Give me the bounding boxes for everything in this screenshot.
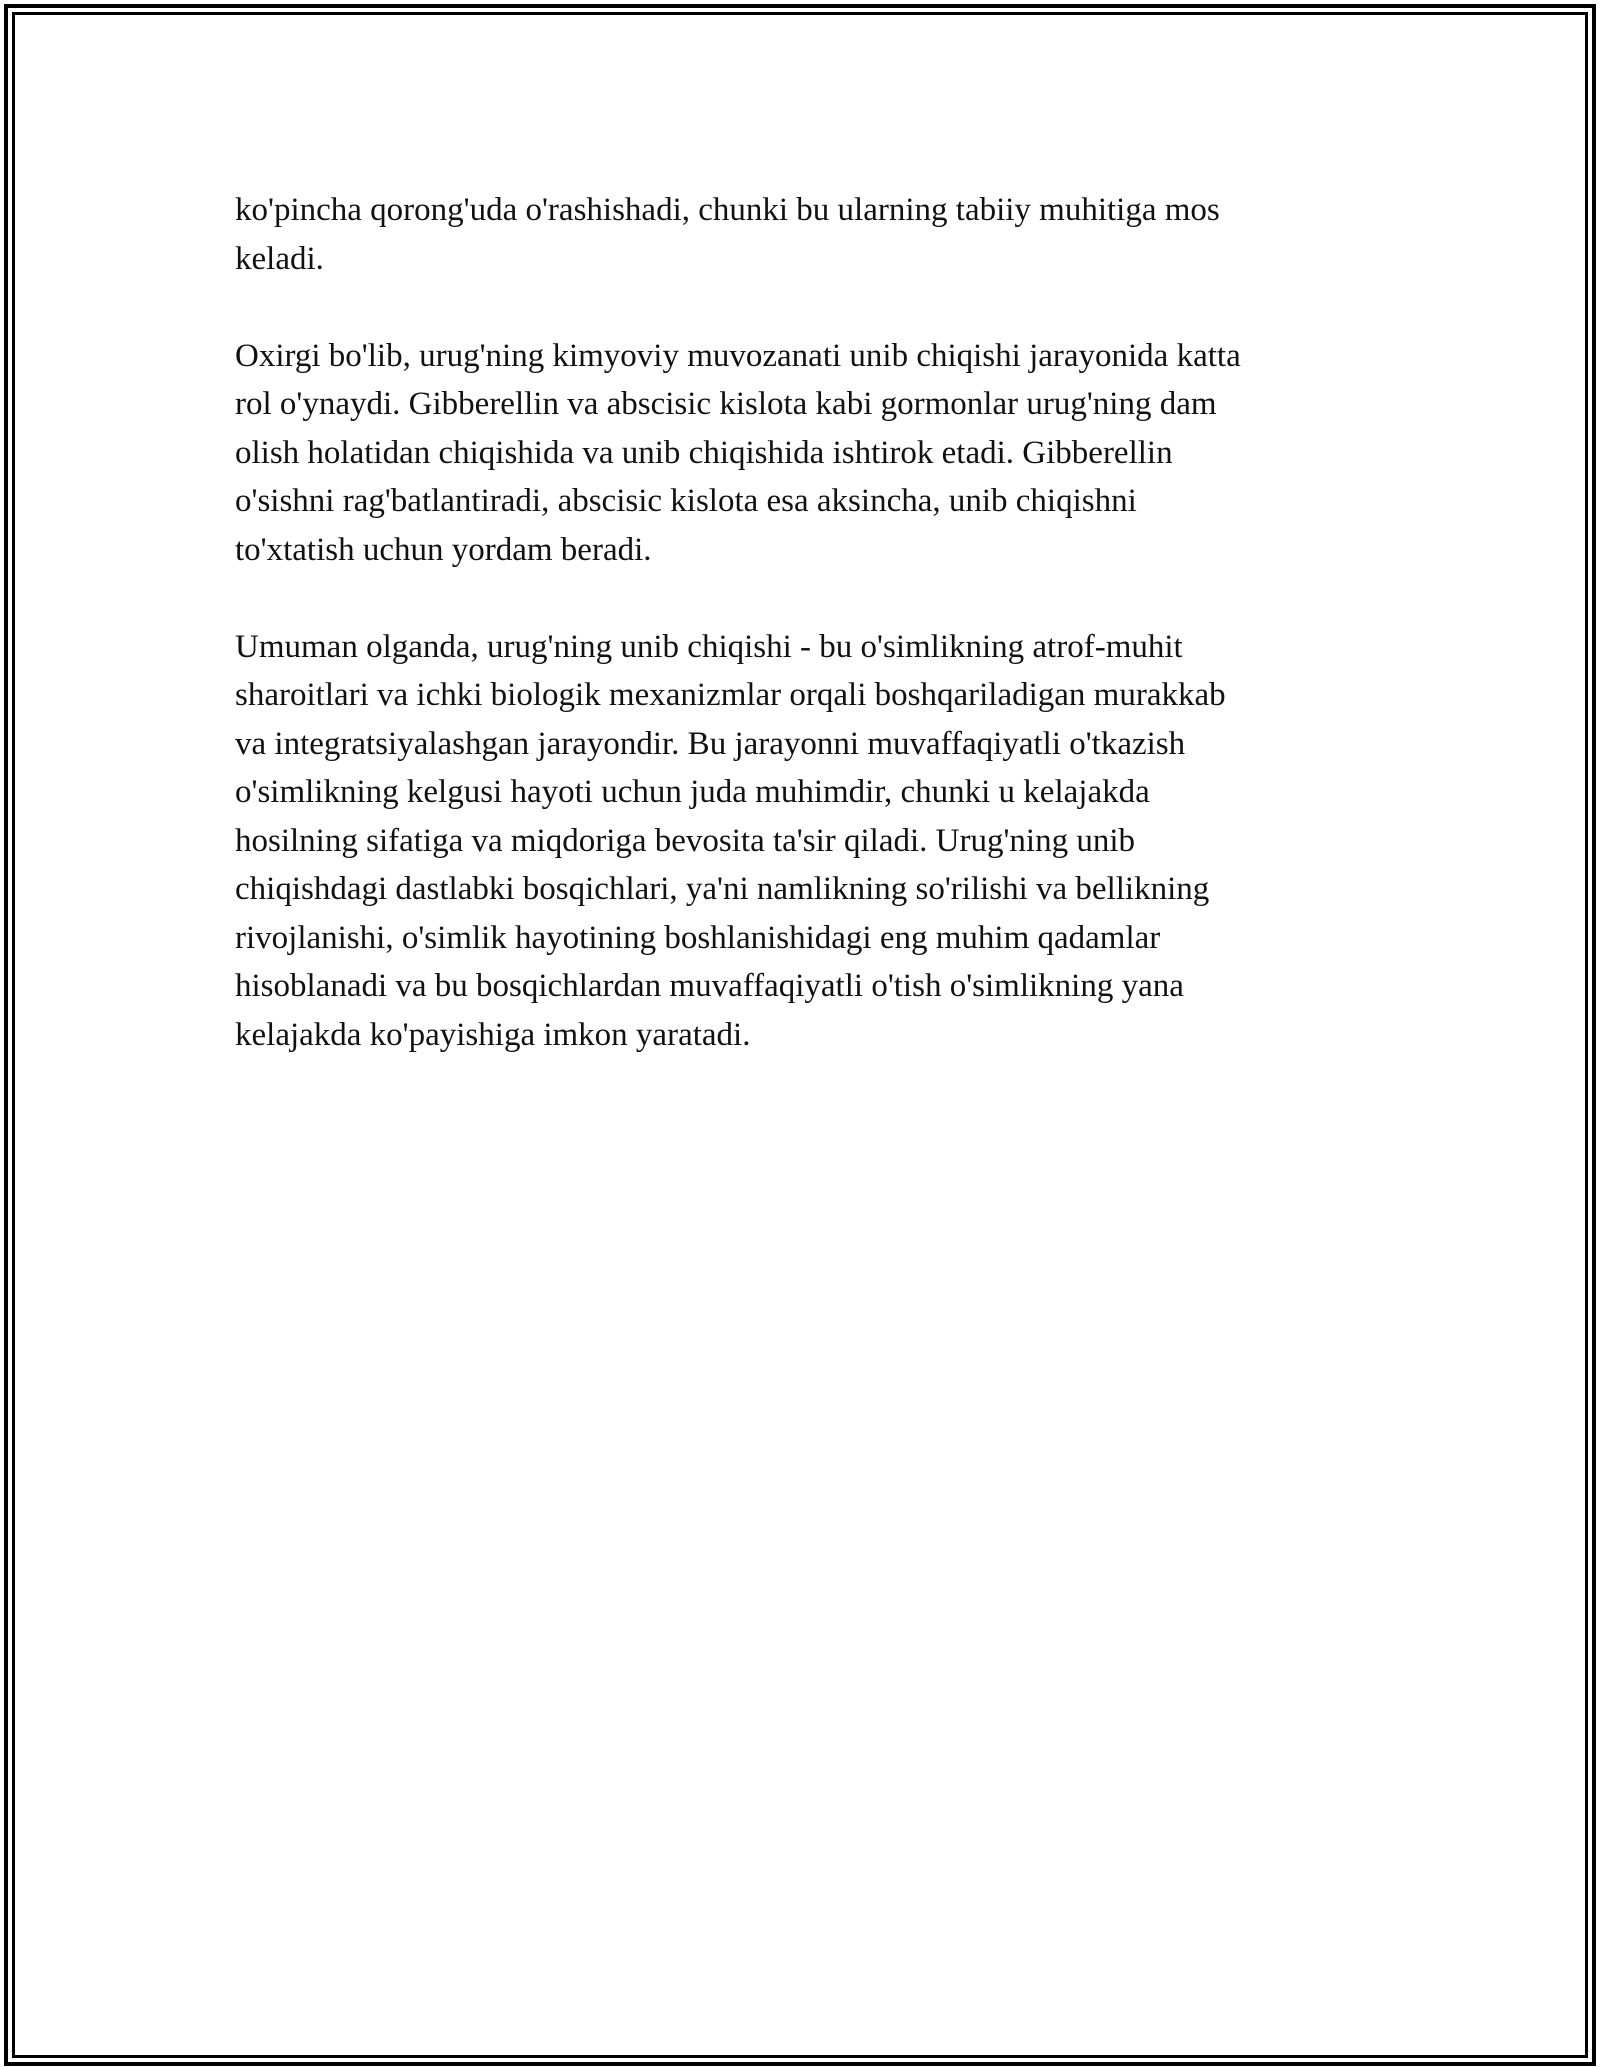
paragraph-continuation: ko'pincha qorong'uda o'rashishadi, chunki bu ularning tabiiy muhitiga mos keladi.	[235, 192, 1220, 277]
paragraph-chemical-balance: Oxirgi bo'lib, urug'ning kimyoviy muvozanati unib chiqishi jarayonida katta rol o'ynaydi. Gibberellin va abscisic kislota kabi gormonlar urug'ning dam olish holatidan chiqishida va unib chiqishida ishtirok etadi. Gibberellin o'sishni rag'batlantiradi, abscisic kislota esa aksincha, unib chiqishni to'xtatish uchun yordam beradi.	[235, 337, 1241, 568]
paragraph-conclusion: Umuman olganda, urug'ning unib chiqishi - bu o'simlikning atrof-muhit sharoitlari va ichki biologik mexanizmlar orqali boshqariladigan murakkab va integratsiyalashgan jarayondir. Bu jarayonni muvaffaqiyatli o'tkazish o'simlikning kelgusi hayoti uchun juda muhimdir, chunki u kelajakda hosilning sifatiga va miqdoriga bevosita ta'sir qiladi. Urug'ning unib chiqishdagi dastlabki bosqichlari, ya'ni namlikning so'rilishi va bellikning rivojlanishi, o'simlik hayotining boshlanishidagi eng muhim qadamlar hisoblanadi va bu bosqichlardan muvaffaqiyatli o'tish o'simlikning yana kelajakda ko'payishiga imkon yaratadi.	[235, 628, 1226, 1053]
document-body	[235, 186, 1365, 1108]
